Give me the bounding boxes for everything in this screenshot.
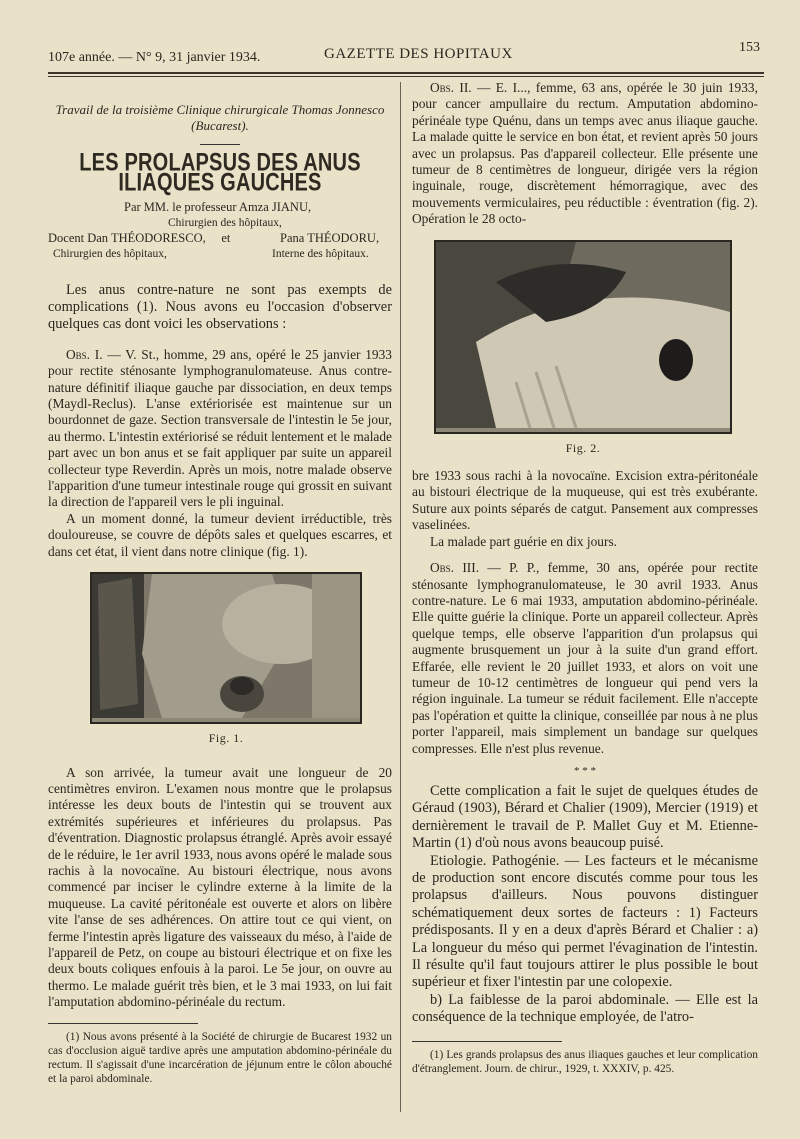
obs2-text: E. I..., femme, 63 ans, opérée le 30 juin 1933, pour cancer ampullaire du rectum. Amputation abdomino-périnéale type Quénu, dans un temps avec anus iliaque gauche. La malade quitte le service en bon état, et revient après 50 jours avec un prolapsus. Pas d'appareil collecteur. Elle présente une tumeur de 8 centimètres de longueur, dirigée vers la région inguinale, rouge, discrètement hémorragique, avec des mouvements vermiculaires, peu réductible : éventration (fig. 2). Opération le 28 octo- (412, 80, 758, 227)
author-2 (48, 231, 230, 246)
obs1b-paragraph: A un moment donné, la tumeur devient irréductible, très douloureuse, se couvre de dépôts sales et quelques escarres, et dans cet état, il vient dans notre clinique (fig. 1). (48, 510, 392, 559)
section-stars: * * * (574, 764, 596, 777)
discussion-paragraph: Cette complication a fait le sujet de quelques études de Géraud (1903), Bérard et Chalier (1909), Mercier (1919) et dernièrement le travail de P. Mallet Guy et M. Etienne-Martin (1) d'où nous avons beaucoup puisé. (412, 782, 758, 852)
header-rule (48, 72, 764, 74)
figure-2-image (436, 242, 730, 428)
figure-2-photo (434, 240, 732, 434)
obs3-label: Obs. III. — (430, 560, 501, 576)
obs2-end: La malade part guérie en dix jours. (430, 533, 618, 549)
figure-2-caption: Fig. 2. (565, 440, 601, 455)
left-footnote: (1) Nous avons présenté à la Société de chirurgie de Bucarest 1932 un cas d'occlusion aiguë tardive après une amputation abdomino-périnéale du rectum. Il s'agissait d'une incarcération de jéjunum entre le côlon abouché et la paroi abdominale. (48, 1030, 392, 1085)
header-rule-thin (48, 76, 764, 77)
obs2-label: Obs. II. — (430, 80, 491, 95)
post-fig1-paragraph: A son arrivée, la tumeur avait une longueur de 20 centimètres environ. L'examen nous montre que le prolapsus intéresse les deux bouts de l'intestin qui se trouvent aux extrémités supérieures et inférieures du prolapsus. Pas d'éventration. Diagnostic prolapsus étranglé. Après avoir essayé de le réduire, le 1er avril 1933, nous avons opéré le malade sous rachis à la novocaïne. Au bistouri électrique, nous avons commencé par inciser le cylindre externe à la limite de la muqueuse. La cavité péritonéale est ouverte et alors on libère vite l'anse de ses adhérences. On attire tout ce qui vient, on ferme l'intestin après ligature des vaisseaux du méso, à l'aide de l'appareil de Petz, on coupe au bistouri électrique et on fixe les deux bouts coliques enfouis à la paroi. Le 5e jour, on ouvre au thermo. Le malade guérit très bien, et le 3 mai 1933, on lui fait l'amputation abdomino-périnéale du rectum. (48, 764, 392, 1010)
page-header (48, 40, 764, 66)
obs3-text: P. P., femme, 30 ans, opérée pour rectite sténosante lymphogranulomateuse, le 30 avril 1933. Anus contre-nature. Le 6 mai 1933, amputation abdomino-périnéale. Elle quitte guérie la clinique. Porte un appareil collecteur. Après quelque temps, elle observe l'apparition d'un prolapsus qui augmente brusquement un jour à la suite d'un grand effort. Effarée, elle revient le 20 juillet 1933, et alors on voit une tumeur de 10-12 centimètres de longueur qui pend vers la région inguinale. La tumeur se réduit facilement. Elle n'accepte pas l'opération et quitte la clinique, conseillée par nous à ne plus porter l'appareil, mais simplement un bandage sur quelques compresses. Elle n'est plus revenue. (412, 560, 758, 756)
author-conjunction: et (221, 230, 231, 245)
figure-1 (90, 572, 362, 746)
left-column (48, 80, 392, 1086)
right-footnote: (1) Les grands prolapsus des anus iliaques gauches et leur complication d'étranglement. Journ. de chirur., 1929, t. XXXIV, p. 425. (412, 1048, 758, 1075)
figure-1-image (92, 574, 360, 718)
left-footnote-rule (48, 1023, 198, 1024)
obs2-paragraph (412, 80, 758, 228)
obs1-text: V. St., homme, 29 ans, opéré le 25 janvier 1933 pour rectite sténosante lymphogranulomateuse. Anus contre-nature définitif iliaque gauche par dissociation, en deux temps (Maydl-Reclus). L'anse extériorisée est maintenue sur un bourdonnet de gaze. Section transversale de l'intestin le 5e jour, au thermo. L'intestin extériorisé se réduit lentement et le malade part avec un bon anus et se fait appliquer par suite un appareil collecteur type Reverdin. Après un mois, notre malade observe l'apparition d'une tumeur intestinale rouge qui grossit en suivant la direction de l'appareil vers le pli inguinal. (48, 346, 393, 510)
etiology-paragraph: Etiologie. Pathogénie. — Les facteurs et le mécanisme de production sont encore discutés comme pour tous les prolapsus d'ailleurs. Nous pouvons distinguer schématiquement deux sortes de facteurs : 1) Facteurs prédisposants. Il y en a deux d'après Bérard et Chalier : a) La longueur du méso qui permet l'évagination de l'intestin. Il résulte qu'il faut toujours attirer le plus possible le bout supérieur et fixer l'intestin par une colopexie. (412, 852, 758, 991)
paroi-paragraph: b) La faiblesse de la paroi abdominale. — Elle est la conséquence de la technique employée, de l'atro- (412, 991, 758, 1026)
right-column (412, 80, 758, 1076)
figure-1-photo (90, 572, 362, 724)
right-footnote-rule (412, 1041, 562, 1042)
figure-2 (434, 240, 732, 456)
page-number: 153 (739, 40, 760, 55)
title-rule (200, 144, 240, 145)
obs1-paragraph (48, 347, 392, 511)
author-3-role: Interne des hôpitaux. (272, 247, 369, 260)
journal-title: GAZETTE DES HOPITAUX (324, 46, 513, 62)
obs3-paragraph (412, 560, 758, 757)
column-divider (400, 82, 401, 1112)
author-3: Pana THÉODORU, (280, 230, 380, 245)
author-2-name: Docent Dan THÉODORESCO, (48, 230, 206, 245)
figure-1-caption: Fig. 1. (208, 731, 244, 746)
obs1-label: Obs. I. — (66, 346, 121, 362)
author-1: Par MM. le professeur Amza JIANU, (124, 199, 312, 214)
issue-line: 107e année. — N° 9, 31 janvier 1934. (48, 50, 261, 65)
author-1-role: Chirurgien des hôpitaux, (168, 216, 282, 229)
article-title: LES PROLAPSUS DES ANUS ILIAQUES GAUCHES (79, 149, 361, 198)
obs2-continuation: bre 1933 sous rachi à la novocaïne. Excision extra-péritonéale au bistouri électrique de la muqueuse, qui est très exubérante. Suture aux points séparés de catgut. Pansement aux compresses vaselinées. (412, 468, 758, 533)
intro-paragraph: Les anus contre-nature ne sont pas exempts de complications (1). Nous avons eu l'occasion d'observer quelques cas dont voici les observations : (48, 281, 392, 332)
author-2-role: Chirurgien des hôpitaux, (53, 247, 167, 260)
authors (48, 200, 392, 260)
affiliation: Travail de la troisième Clinique chirurgicale Thomas Jonnesco (Bucarest). (55, 102, 385, 133)
